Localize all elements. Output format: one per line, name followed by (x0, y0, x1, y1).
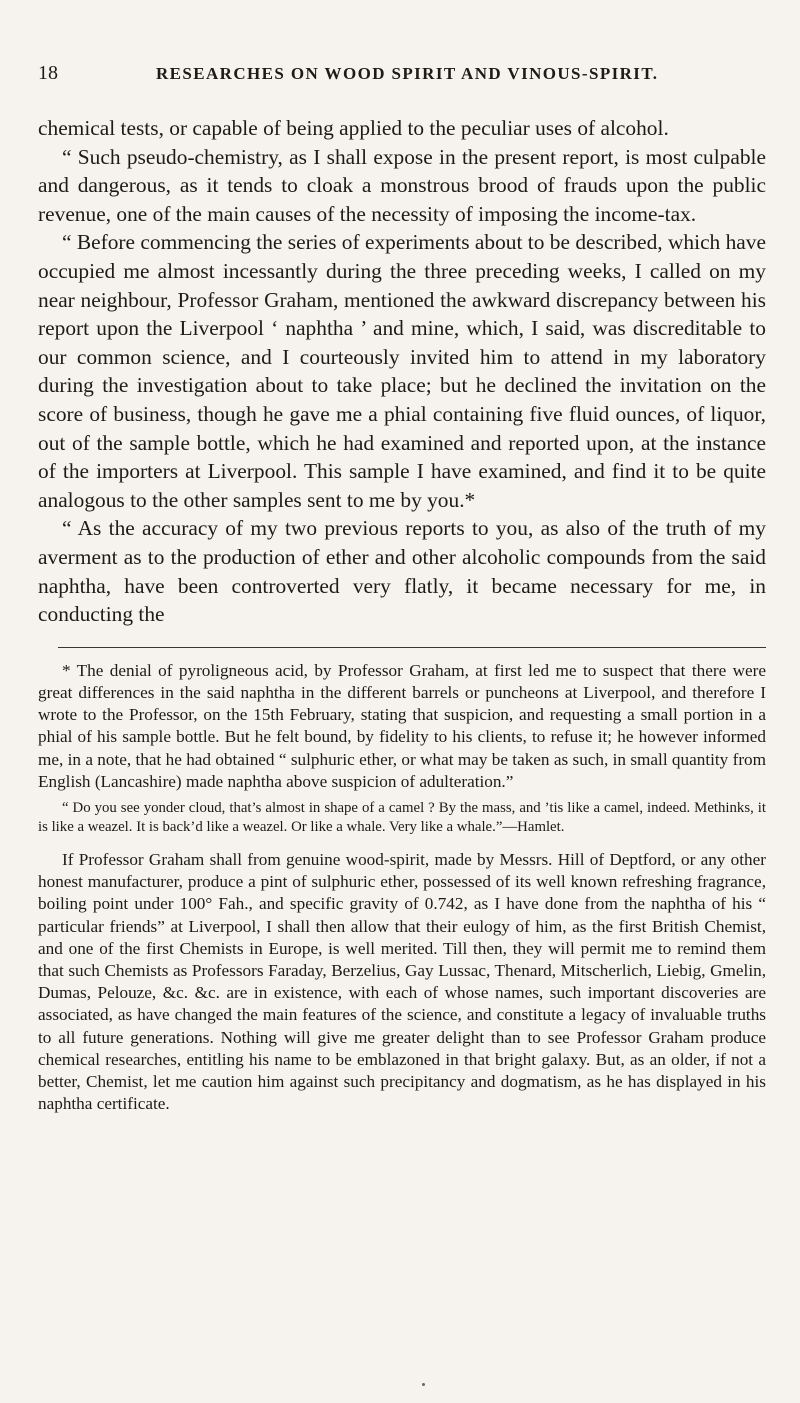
running-header (38, 62, 766, 88)
paragraph: “ As the accuracy of my two previous reports to you, as also of the truth of my averment as to the production of ether and other alcoholic compounds from the said naphtha, have been controverted very flatly, it became necessary for me, in conducting the (38, 516, 766, 627)
printing-speck (422, 1383, 425, 1386)
page-number: 18 (38, 62, 58, 84)
paragraph: chemical tests, or capable of being applied to the peculiar uses of alcohol. (38, 116, 669, 140)
main-text (38, 114, 766, 629)
running-title: RESEARCHES ON WOOD SPIRIT AND VINOUS-SPIRIT. (156, 64, 659, 83)
hamlet-quote: “ Do you see yonder cloud, that’s almost in shape of a camel ? By the mass, and ’tis like a camel, indeed. Methinks, it is like a weazel. It is back’d like a weazel. Or like a whale. Very like a whale.”—Hamlet. (38, 799, 766, 835)
footnote-divider (58, 647, 766, 648)
paragraph: “ Such pseudo-chemistry, as I shall expose in the present report, is most culpable and dangerous, as it tends to cloak a monstrous brood of frauds upon the public revenue, one of the main causes of the necessity of imposing the income-tax. (38, 144, 766, 226)
footnote-text: * The denial of pyroligneous acid, by Professor Graham, at first led me to suspect that there were great differences in the said naphtha in the different barrels or puncheons at Liverpool, and therefore I wrote to the Professor, on the 15th February, stating that suspicion, and requesting a small portion in a phial of his sample bottle. But he felt bound, by fidelity to his clients, to refuse it; he however informed me, in a note, that he had obtained “ sulphuric ether, or what may be taken as such, in small quantity from English (Lancashire) made naphtha above suspicion of adulteration.” (38, 660, 766, 791)
book-page (38, 62, 766, 1115)
footnote-continuation: If Professor Graham shall from genuine wood-spirit, made by Messrs. Hill of Deptford, or any other honest manufacturer, produce a pint of sulphuric ether, possessed of its well known refreshing fragrance, boiling point under 100° Fah., and specific gravity of 0.742, as I have done from the naphtha of his “ particular friends” at Liverpool, I shall then allow that their eulogy of him, as the first British Chemist, and one of the first Chemists in Europe, is well merited. Till then, they will permit me to remind them that such Chemists as Professors Faraday, Berzelius, Gay Lussac, Thenard, Mitscherlich, Liebig, Gmelin, Dumas, Pelouze, &c. &c. are in existence, with each of whose names, such important discoveries are associated, as have changed the main features of the science, and constitute a legacy of invaluable truths to all future generations. Nothing will give me greater delight than to see Professor Graham produce chemical researches, entitling his name to be emblazoned in that bright galaxy. But, as an older, if not a better, Chemist, let me caution him against such precipitancy and dogmatism, as he has displayed in his naphtha certificate. (38, 849, 766, 1114)
paragraph: “ Before commencing the series of experiments about to be described, which have occupied me almost incessantly during the three preceding weeks, I called on my near neighbour, Professor Graham, mentioned the awkward discrepancy between his report upon the Liverpool ‘ naphtha ’ and mine, which, I said, was discreditable to our common science, and I courteously invited him to attend in my laboratory during the investigation about to take place; but he declined the invitation on the score of business, though he gave me a phial containing five fluid ounces, of liquor, out of the sample bottle, which he had examined and reported upon, at the instance of the importers at Liverpool. This sample I have examined, and find it to be quite analogous to the other samples sent to me by you.* (38, 230, 766, 512)
footnote (38, 660, 766, 1116)
